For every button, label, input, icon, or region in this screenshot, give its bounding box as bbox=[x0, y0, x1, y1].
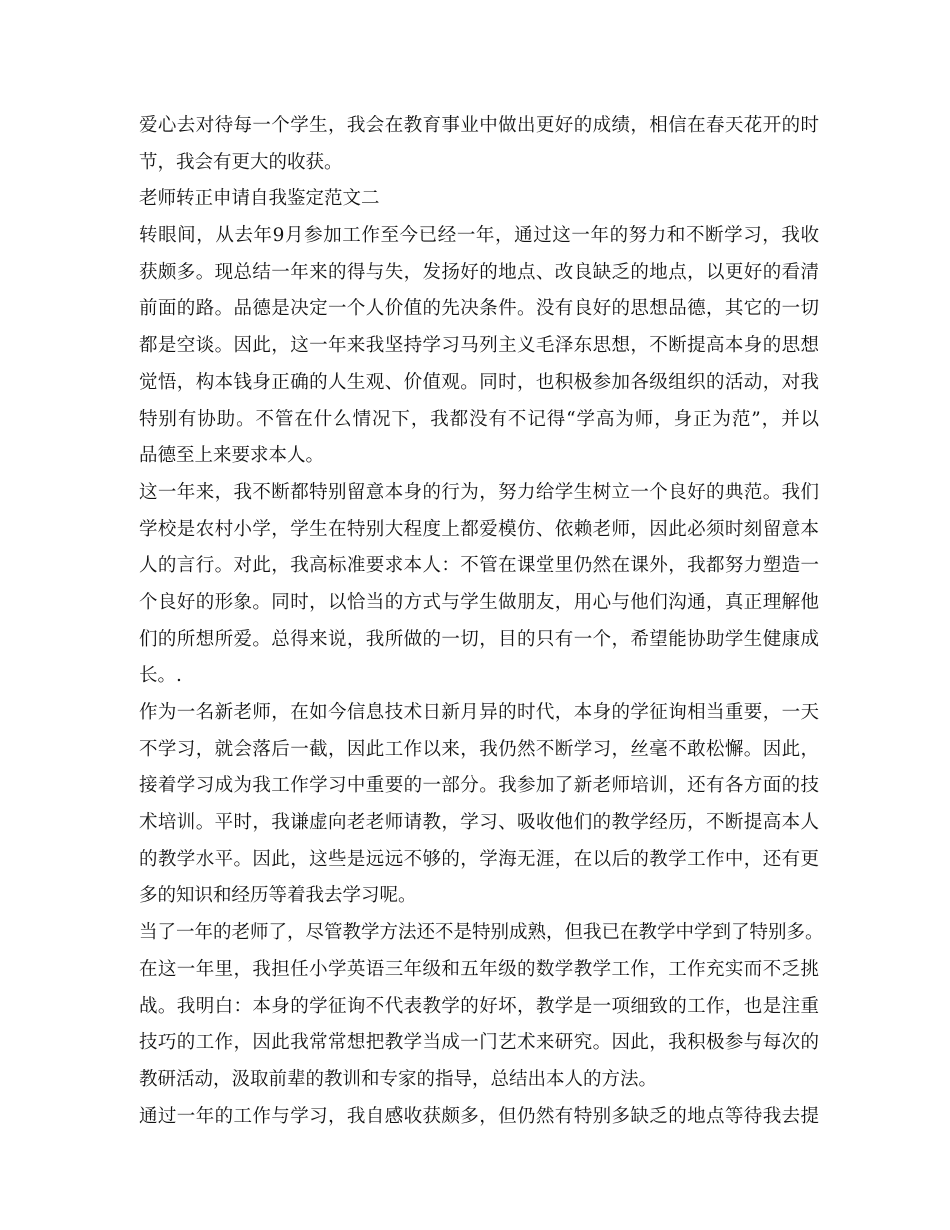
text-line: 觉悟，构本钱身正确的人生观、价值观。同时，也积极参加各级组织的活动，对我 bbox=[139, 371, 819, 393]
text-line: 当了一年的老师了，尽管教学方法还不是特别成熟，但我已在教学中学到了特别多。 bbox=[139, 922, 824, 944]
text-line: 老师转正申请自我鉴定范文二 bbox=[139, 188, 380, 210]
text-line: 接着学习成为我工作学习中重要的一部分。我参加了新老师培训，还有各方面的技 bbox=[139, 775, 819, 797]
text-line: 们的所想所爱。总得来说，我所做的一切，目的只有一个，希望能协助学生健康成 bbox=[139, 628, 819, 650]
text-line: 品德至上来要求本人。 bbox=[139, 445, 325, 467]
text-line: 个良好的形象。同时，以恰当的方式与学生做朋友，用心与他们沟通，真正理解他 bbox=[139, 591, 819, 613]
text-line: 长。. bbox=[139, 665, 182, 687]
text-line: 人的言行。对此，我高标准要求本人：不管在课堂里仍然在课外，我都努力塑造一 bbox=[139, 555, 819, 577]
text-line: 都是空谈。因此，这一年来我坚持学习马列主义毛泽东思想，不断提高本身的思想 bbox=[139, 335, 819, 357]
text-line: 术培训。平时，我谦虚向老老师请教，学习、吸收他们的教学经历，不断提高本人 bbox=[139, 812, 819, 834]
text-line: 获颇多。现总结一年来的得与失，发扬好的地点、改良缺乏的地点，以更好的看清 bbox=[139, 261, 819, 283]
text-line: 作为一名新老师，在如今信息技术日新月异的时代，本身的学征询相当重要，一天 bbox=[139, 702, 819, 723]
document-body bbox=[139, 108, 824, 1135]
text-line: 教研活动，汲取前辈的教训和专家的指导，总结出本人的方法。 bbox=[139, 1068, 658, 1090]
text-line: 在这一年里，我担任小学英语三年级和五年级的数学教学工作，工作充实而不乏挑 bbox=[139, 958, 819, 980]
text-line: 节，我会有更大的收获。 bbox=[139, 151, 343, 173]
text-line: 爱心去对待每一个学生，我会在教育事业中做出更好的成绩，相信在春天花开的时 bbox=[139, 115, 819, 136]
text-line: 通过一年的工作与学习，我自感收获颇多，但仍然有特别多缺乏的地点等待我去提 bbox=[139, 1105, 819, 1127]
text-line: 战。我明白：本身的学征询不代表教学的好坏，教学是一项细致的工作，也是注重 bbox=[139, 995, 819, 1017]
text-line: 特别有协助。不管在什么情况下，我都没有不记得“学高为师，身正为范”，并以 bbox=[139, 408, 819, 430]
text-line: 转眼间，从去年9月参加工作至今已经一年，通过这一年的努力和不断学习，我收 bbox=[139, 225, 819, 247]
text-line: 技巧的工作，因此我常常想把教学当成一门艺术来研究。因此，我积极参与每次的 bbox=[139, 1032, 819, 1054]
text-line: 不学习，就会落后一截，因此工作以来，我仍然不断学习，丝毫不敢松懈。因此， bbox=[139, 738, 819, 760]
text-line: 的教学水平。因此，这些是远远不够的，学海无涯，在以后的教学工作中，还有更 bbox=[139, 848, 819, 870]
text-line: 这一年来，我不断都特别留意本身的行为，努力给学生树立一个良好的典范。我们 bbox=[139, 481, 819, 503]
text-line: 前面的路。品德是决定一个人价值的先决条件。没有良好的思想品德，其它的一切 bbox=[139, 298, 819, 320]
text-line: 学校是农村小学，学生在特别大程度上都爱模仿、依赖老师，因此必须时刻留意本 bbox=[139, 518, 819, 540]
text-line: 多的知识和经历等着我去学习呢。 bbox=[139, 885, 417, 907]
